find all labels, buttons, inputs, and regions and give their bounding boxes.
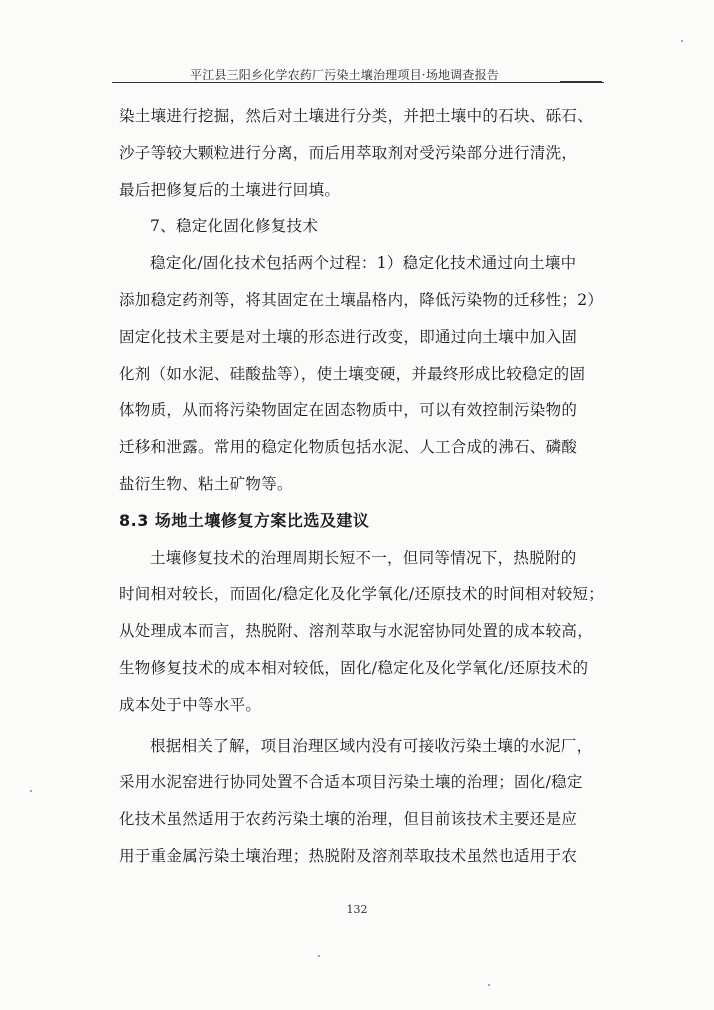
text-line: 成本处于中等水平。 xyxy=(119,695,262,714)
scan-speck xyxy=(318,955,320,957)
text-line: 迁移和泄露。常用的稳定化物质包括水泥、人工合成的沸石、磷酸 xyxy=(119,438,578,457)
text-line: 染土壤进行挖掘，然后对土壤进行分类，并把土壤中的石块、砾石、 xyxy=(119,107,594,125)
text-line: 盐衍生物、粘土矿物等。 xyxy=(119,474,293,493)
text-line: 根据相关了解，项目治理区域内没有可接收污染土壤的水泥厂， xyxy=(150,736,593,755)
text-line: 生物修复技术的成本相对较低，固化/稳定化及化学氧化/还原技术的 xyxy=(119,658,589,677)
text-line: 时间相对较长，而固化/稳定化及化学氧化/还原技术的时间相对较短； xyxy=(119,585,605,604)
text-line: 体物质，从而将污染物固定在固态物质中，可以有效控制污染物的 xyxy=(119,401,578,420)
text-line: 固定化技术主要是对土壤的形态进行改变，即通过向土壤中加入固 xyxy=(119,327,578,346)
text-line: 用于重金属污染土壤治理；热脱附及溶剂萃取技术虽然也适用于农 xyxy=(119,846,578,865)
header-rule xyxy=(112,82,604,83)
running-header: 平江县三阳乡化学农药厂污染土壤治理项目·场地调查报告 xyxy=(190,68,500,82)
text-line: 从处理成本而言，热脱附、溶剂萃取与水泥窑协同处置的成本较高， xyxy=(119,622,594,641)
subheading-stabilization: 7、稳定化固化修复技术 xyxy=(150,217,319,236)
header-rule-end xyxy=(560,81,602,82)
text-line: 化技术虽然适用于农药污染土壤的治理，但目前该技术主要还是应 xyxy=(119,810,578,829)
body-text xyxy=(119,98,605,875)
scan-speck xyxy=(30,790,32,792)
text-line: 稳定化/固化技术包括两个过程：1）稳定化技术通过向土壤中 xyxy=(150,254,577,273)
text-line: 采用水泥窑进行协同处置不合适本项目污染土壤的治理；固化/稳定 xyxy=(119,773,583,792)
scan-speck xyxy=(681,40,683,42)
text-line: 化剂（如水泥、硅酸盐等），使土壤变硬，并最终形成比较稳定的固 xyxy=(119,364,586,383)
text-line: 土壤修复技术的治理周期长短不一，但同等情况下，热脱附的 xyxy=(150,548,577,567)
page-number: 132 xyxy=(346,903,368,916)
scan-speck xyxy=(488,984,490,986)
text-line: 添加稳定药剂等，将其固定在土壤晶格内，降低污染物的迁移性；2） xyxy=(119,290,604,309)
section-heading-8-3: 8.3 场地土壤修复方案比选及建议 xyxy=(119,510,370,530)
text-line: 沙子等较大颗粒进行分离，而后用萃取剂对受污染部分进行清洗， xyxy=(119,143,578,162)
text-line: 最后把修复后的土壤进行回填。 xyxy=(119,180,341,199)
